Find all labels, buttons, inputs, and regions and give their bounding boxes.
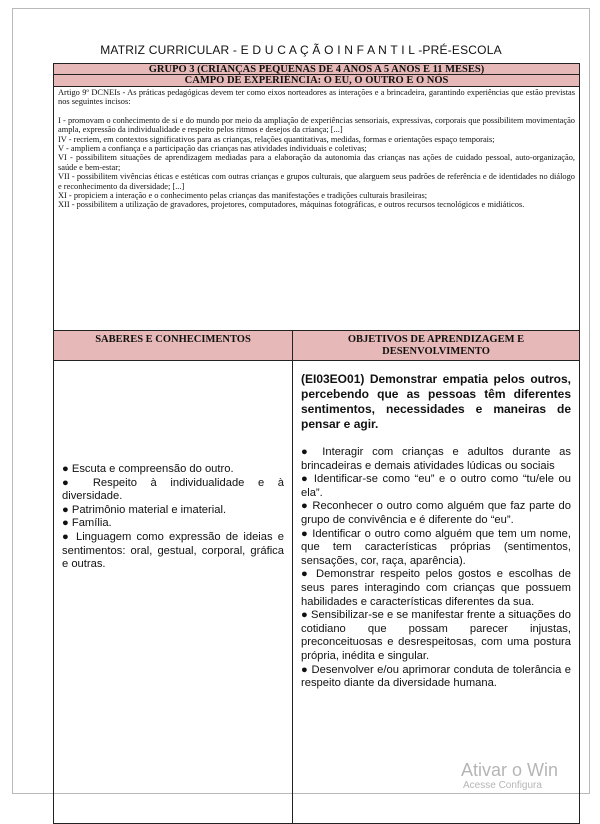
list-item: ● Família. [62,517,112,530]
column-headers [53,331,580,361]
intro-item: V - ampliem a confiança e a participação das crianças nas atividades individuais e coletivas; [58,144,367,154]
list-item: ● Identificar o outro como alguém que tem um nome, que tem características próprias (sentimentos, sensações, cor, raça, aparência). [301,527,571,567]
column-bodies [53,361,580,824]
list-item: ● Identificar-se como “eu” e o outro como “tu/ele ou ela”. [301,473,571,499]
page-title: MATRIZ CURRICULAR - E D U C A Ç Ã O I N F A N T I L -PRÉ-ESCOLA [100,43,502,57]
intro-item: XII - possibilitem a utilização de gravadores, projetores, computadores, máquinas fotográficas, e outros recursos tecnológicos e midiáticos. [58,200,525,210]
objetivos-list [293,361,580,824]
field-header: CAMPO DE EXPERIÊNCIA: O EU, O OUTRO E O NÓS [53,75,580,87]
watermark-line2: Acesse Configura [463,780,542,791]
watermark-line1: Ativar o Win [461,760,559,780]
group-header: GRUPO 3 (CRIANÇAS PEQUENAS DE 4 ANOS A 5 ANOS E 11 MESES) [53,63,580,75]
curriculum-table [53,63,580,824]
intro-item: VII - possibilitem vivências éticas e estéticas com outras crianças e grupos culturais, que alarguem seus padrões de referência e de identidades no diálogo e reconhecimento da diversidade; [...] [58,172,575,191]
list-item: ● Escuta e compreensão do outro. [62,463,234,475]
list-item: ● Demonstrar respeito pelos gostos e escolhas de seus pares interagindo com crianças que possuem habilidades e características diferentes da sua. [301,568,571,608]
activation-watermark [461,760,558,792]
intro-text [53,87,580,331]
intro-item: VI - possibilitem situações de aprendizagem mediadas para a elaboração da autonomia das crianças nas ações de cuidado pessoal, auto-organização, saúde e bem-estar; [58,153,575,172]
intro-lead: Artigo 9º DCNEIs - As práticas pedagógicas devem ter como eixos norteadores as interações e a brincadeira, garantindo experiências que estão previstas nos seguintes incisos: [58,88,575,107]
list-item: ● Sensibilizar-se e se manifestar frente a situações do cotidiano que possam parecer injustas, preconceituosas e desrespeitosas, com uma postura própria, inédita e singular. [301,609,571,662]
objetivos-header: OBJETIVOS DE APRENDIZAGEM E DESENVOLVIMENTO [293,331,580,361]
document-page [12,8,590,794]
objective-heading: (EI03EO01) Demonstrar empatia pelos outros, percebendo que as pessoas têm diferentes sentimentos, necessidades e maneiras de pensar e agir. [301,372,571,431]
list-item: ● Desenvolver e/ou aprimorar conduta de tolerância e respeito diante da diversidade humana. [301,663,571,690]
saberes-list [53,361,293,824]
list-item: ● Interagir com crianças e adultos durante as brincadeiras e demais atividades lúdicas ou sociais [301,446,571,472]
intro-item: IV - recriem, em contextos significativos para as crianças, relações quantitativas, medidas, formas e orientações espaço temporais; [58,134,495,144]
intro-item: XI - propiciem a interação e o conhecimento pelas crianças das manifestações e tradições culturais brasileiras; [58,191,428,201]
list-item: ● Respeito à individualidade e à diversidade. [62,476,284,503]
list-item: ● Reconhecer o outro como alguém que faz parte do grupo de convivência e é diferente do “eu”. [301,500,571,526]
list-item: ● Patrimônio material e imaterial. [62,503,227,516]
list-item: ● Linguagem como expressão de ideias e sentimentos: oral, gestual, corporal, gráfica e outras. [62,530,284,571]
intro-item: I - promovam o conhecimento de si e do mundo por meio da ampliação de experiências sensoriais, expressivas, corporais que possibilitem movimentação ampla, expressão da individualidade e respeito pelos ritmos e desejos da criança; [...] [58,115,575,135]
saberes-header: SABERES E CONHECIMENTOS [53,331,293,361]
